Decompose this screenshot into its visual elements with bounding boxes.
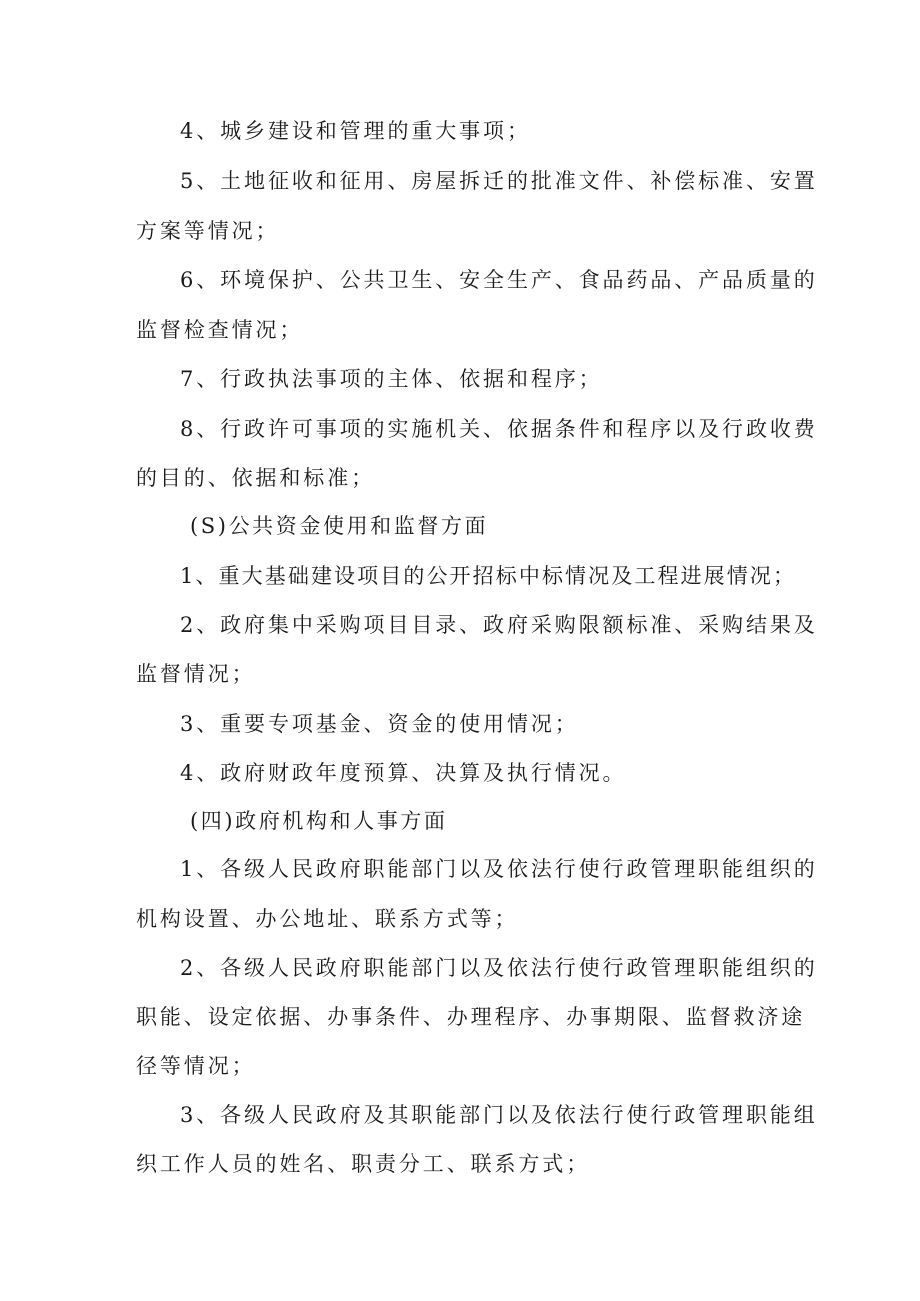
list-item-2-continuation-b: 径等情况；: [136, 1054, 256, 1078]
list-item-2-continuation: 监督情况；: [136, 662, 256, 686]
list-item-3-continuation: 织工作人员的姓名、职责分工、联系方式；: [136, 1152, 591, 1176]
list-item-1-infrastructure-bidding: 1、重大基础建设项目的公开招标中标情况及工程进展情况；: [180, 564, 797, 588]
list-item-3-staff: 3、各级人民政府及其职能部门以及依法行使行政管理职能组: [180, 1103, 818, 1127]
list-item-1-continuation: 机构设置、办公地址、联系方式等；: [136, 907, 519, 931]
list-item-2-government-procurement: 2、政府集中采购项目目录、政府采购限额标准、采购结果及: [180, 613, 818, 637]
list-item-2-functions: 2、各级人民政府职能部门以及依法行使行政管理职能组织的: [180, 956, 818, 980]
list-item-5-land-expropriation: 5、土地征收和征用、房屋拆迁的批准文件、补偿标准、安置: [180, 169, 818, 193]
section-heading-government-institutions: (四)政府机构和人事方面: [190, 809, 448, 833]
list-item-3-special-funds: 3、重要专项基金、资金的使用情况；: [180, 712, 579, 736]
list-item-1-institution-setup: 1、各级人民政府职能部门以及依法行使行政管理职能组织的: [180, 857, 818, 881]
list-item-8-administrative-license: 8、行政许可事项的实施机关、依据条件和程序以及行政收费: [180, 417, 818, 441]
list-item-4-urban-construction: 4、城乡建设和管理的重大事项；: [180, 119, 531, 143]
list-item-5-continuation: 方案等情况；: [136, 219, 280, 243]
list-item-6-environment: 6、环境保护、公共卫生、安全生产、食品药品、产品质量的: [180, 268, 818, 292]
section-heading-public-funds: (S)公共资金使用和监督方面: [190, 514, 489, 538]
list-item-8-continuation: 的目的、依据和标准；: [136, 466, 375, 490]
list-item-2-continuation-a: 职能、设定依据、办事条件、办理程序、办事期限、监督救济途: [136, 1005, 806, 1029]
list-item-6-continuation: 监督检查情况；: [136, 318, 304, 342]
list-item-7-law-enforcement: 7、行政执法事项的主体、依据和程序；: [180, 367, 603, 391]
list-item-4-budget: 4、政府财政年度预算、决算及执行情况。: [180, 761, 627, 785]
